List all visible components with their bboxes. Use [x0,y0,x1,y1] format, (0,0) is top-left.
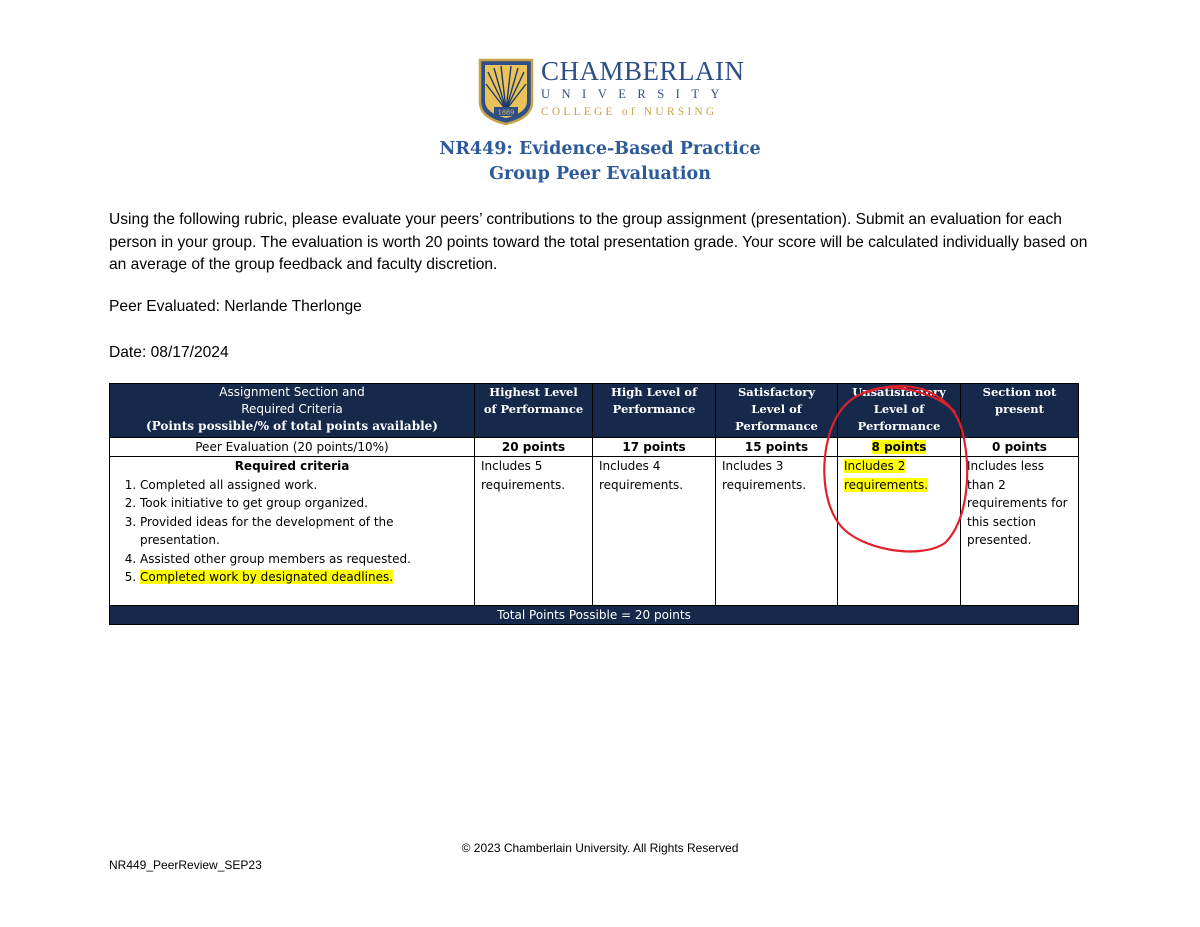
total-row [110,606,1079,625]
crest-year: 1889 [497,108,515,117]
header-satisfactory: Satisfactory Level of Performance [716,384,838,438]
points-row [110,438,1079,457]
criteria-cell [110,457,475,606]
points-unsatisfactory: 8 points [838,438,961,457]
document-subtitle: Group Peer Evaluation [489,164,711,184]
header-not-present: Section not present [961,384,1079,438]
points-highest: 20 points [475,438,593,457]
crest-icon [478,58,534,126]
criteria-list [116,476,468,587]
points-not-present: 0 points [961,438,1079,457]
header-high: High Level of Performance [593,384,716,438]
header-unsatisfactory: Unsatisfactory Level of Performance [838,384,961,438]
criteria-item: 4. Assisted other group members as requested. [140,550,468,569]
copyright: © 2023 Chamberlain University. All Rights Reserved [461,841,739,855]
criteria-row [110,457,1079,606]
document-code: NR449_PeerReview_SEP23 [109,858,262,872]
desc-not-present: Includes less than 2 requirements for this section presented. [961,457,1079,606]
rubric-header-row [110,384,1079,438]
points-satisfactory: 15 points [716,438,838,457]
total-points: Total Points Possible = 20 points [110,606,1079,625]
logo-college: COLLEGE of NURSING [541,106,718,118]
header-highest: Highest Level of Performance [475,384,593,438]
points-label: Peer Evaluation (20 points/10%) [110,438,475,457]
logo-name: CHAMBERLAIN [541,56,745,86]
header-criteria: Assignment Section and Required Criteria (Points possible/% of total points available) [110,384,475,438]
desc-highest: Includes 5 requirements. [475,457,593,606]
evaluation-date: Date: 08/17/2024 [109,344,229,361]
chamberlain-logo [478,56,745,126]
desc-high: Includes 4 requirements. [593,457,716,606]
rubric-table [109,383,1079,625]
desc-satisfactory: Includes 3 requirements. [716,457,838,606]
peer-evaluated: Peer Evaluated: Nerlande Therlonge [109,298,362,315]
desc-unsatisfactory: Includes 2 requirements. [838,457,961,606]
criteria-title: Required criteria [234,459,350,473]
logo-university: UNIVERSITY [541,87,731,101]
criteria-item: 1. Completed all assigned work. [140,476,468,495]
criteria-item: 3. Provided ideas for the development of the presentation. [140,513,468,550]
criteria-item: 2. Took initiative to get group organized. [140,494,468,513]
instructions-paragraph: Using the following rubric, please evaluate your peers’ contributions to the group assignment (presentation). Submit an evaluation for each person in your group. The evaluation is worth 20 points toward the total presentation grade. Your score will be calculated individually based on an average of the group feedback and faculty discretion. [109,211,1088,273]
document-title: NR449: Evidence-Based Practice [439,139,761,159]
points-high: 17 points [593,438,716,457]
criteria-item: 5. Completed work by designated deadlines. [140,568,468,587]
